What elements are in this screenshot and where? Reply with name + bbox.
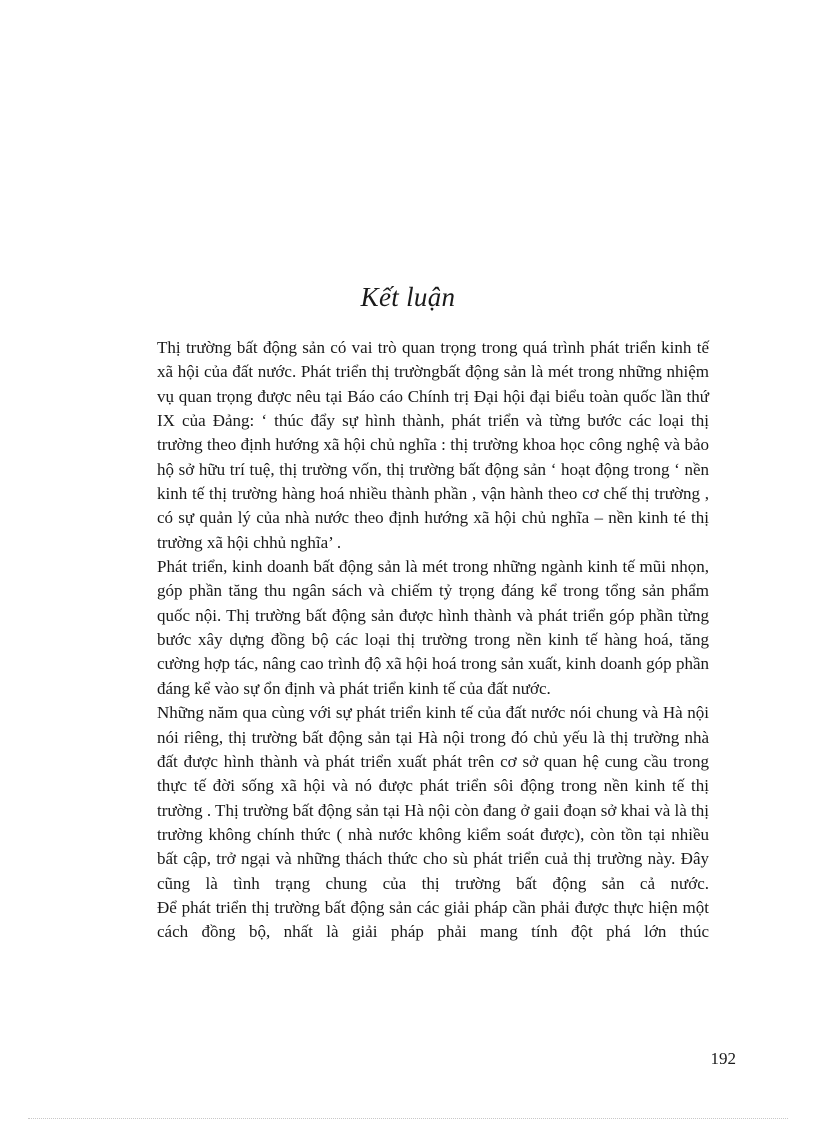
page-title: Kết luận (360, 282, 456, 312)
paragraph-2: Phát triển, kinh doanh bất động sản là mét trong những ngành kinh tế mũi nhọn, góp phần tăng thu ngân sách và chiếm tỷ trọng đáng kể trong tổng sản phẩm quốc nội. Thị trường bất động sản được hình thành và phát triển góp phần từng bước xây dựng đồng bộ các loại thị trường trong nền kinh tế hàng hoá, tăng cường hợp tác, nâng cao trình độ xã hội hoá trong sản xuất, kinh doanh góp phần đáng kể vào sự ổn định và phát triển kinh tế của đất nước. (157, 557, 709, 698)
paragraph-4: Để phát triển thị trường bất động sản các giải pháp cần phải được thực hiện một cách đồng bộ, nhất là giải pháp phải mang tính đột phá lớn thúc (157, 897, 709, 942)
paragraph-3: Những năm qua cùng với sự phát triển kinh tế của đất nước nói chung và Hà nội nói riêng, thị trường bất động sản tại Hà nội trong đó chủ yếu là thị trường nhà đất được hình thành và phát triển xuất phát trên cơ sở quan hệ cung cầu trong thực tế đời sống xã hội và nó được phát triển sôi động trong nền kinh tế thị trường . Thị trường bất động sản tại Hà nội còn đang ở gaii đoạn sở khai và là thị trường không chính thức ( nhà nước không kiểm soát được), còn tồn tại nhiều bất cập, trở ngại và những thách thức cho sù phát triển cuả thị trường này. Đây cũng là tình trạng chung của thị trường bất động sản cả nước. (157, 703, 709, 893)
page-number: 192 (710, 1049, 736, 1068)
footer-dotted-rule (28, 1118, 788, 1119)
paragraph-1: Thị trường bất động sản có vai trò quan trọng trong quá trình phát triển kinh tế xã hội của đất nước. Phát triển thị trườngbất động sản là mét trong những nhiệm vụ quan trọng được nêu tại Báo cáo Chính trị Đại hội đại biểu toàn quốc lần thứ IX của Đảng: ‘ thúc đẩy sự hình thành, phát triển và từng bước các loại thị trường theo định hướng xã hội chủ nghĩa : thị trường khoa học công nghệ và bảo hộ sở hữu trí tuệ, thị trường vốn, thị trường bất động sản ‘ hoạt động trong ‘ nền kinh tế thị trường hàng hoá nhiều thành phần , vận hành theo cơ chế thị trường , có sự quản lý của nhà nước theo định hướng xã hội chủ nghĩa – nền kinh té thị trường xã hội chhủ nghĩa’ . (157, 338, 709, 552)
body-text (157, 336, 709, 945)
